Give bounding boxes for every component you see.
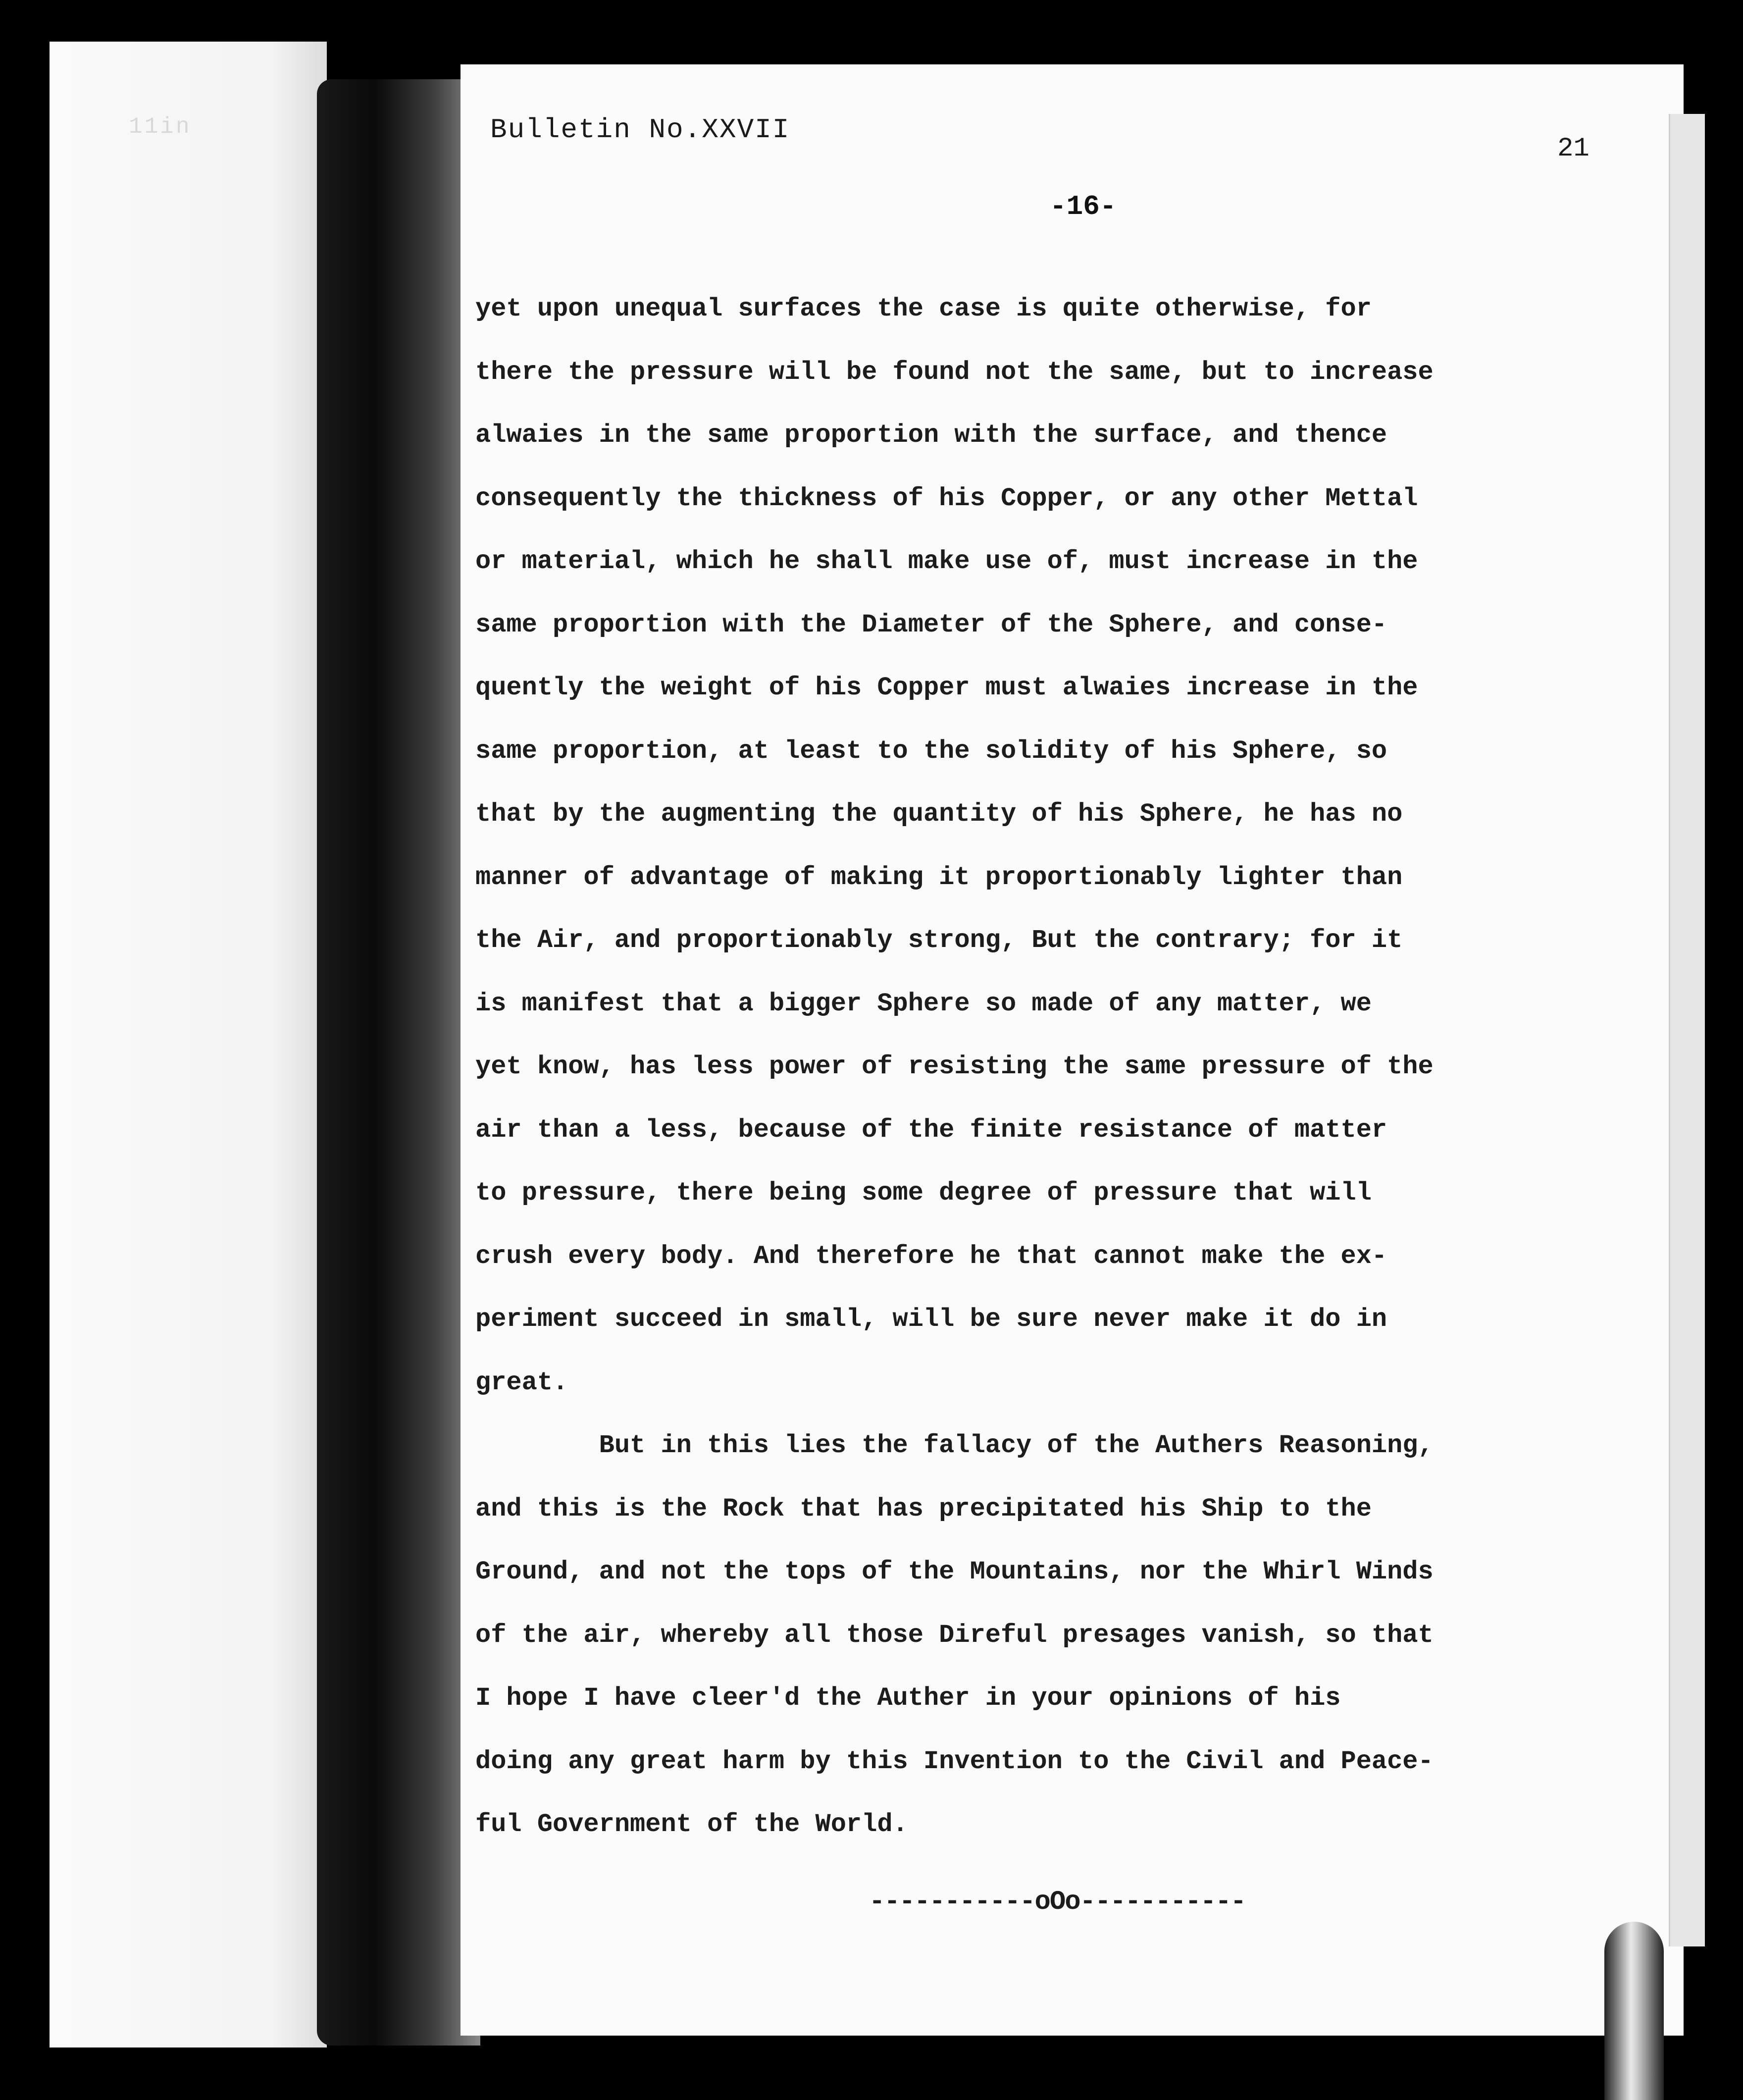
text-line: that by the augmenting the quantity of his Sphere, he has no xyxy=(475,799,1403,829)
page-edge xyxy=(1669,114,1705,1946)
text-line: quently the weight of his Copper must alwaies increase in the xyxy=(475,673,1418,702)
text-line: manner of advantage of making it proportionably lighter than xyxy=(475,862,1403,892)
text-line: yet know, has less power of resisting the same pressure of the xyxy=(475,1052,1434,1081)
page-number: 21 xyxy=(1557,134,1589,164)
text-line: periment succeed in small, will be sure never make it do in xyxy=(475,1305,1387,1334)
left-page-faint-text: 11in xyxy=(129,114,192,140)
text-line: is manifest that a bigger Sphere so made of any matter, we xyxy=(475,989,1372,1018)
text-line: or material, which he shall make use of, must increase in the xyxy=(475,547,1418,576)
text-line: to pressure, there being some degree of pressure that will xyxy=(475,1178,1372,1208)
text-line: there the pressure will be found not the same, but to increase xyxy=(475,357,1434,387)
text-line: and this is the Rock that has precipitated his Ship to the xyxy=(475,1494,1372,1523)
text-line: consequently the thickness of his Copper, or any other Mettal xyxy=(475,483,1418,513)
text-line: of the air, whereby all those Direful presages vanish, so that xyxy=(475,1620,1434,1650)
text-line: same proportion with the Diameter of the Sphere, and conse- xyxy=(475,610,1387,639)
body-text xyxy=(475,277,1664,1856)
text-line: But in this lies the fallacy of the Authers Reasoning, xyxy=(475,1431,1434,1460)
text-line: I hope I have cleer'd the Auther in your opinions of his xyxy=(475,1683,1341,1713)
text-line: alwaies in the same proportion with the surface, and thence xyxy=(475,420,1387,450)
text-line: the Air, and proportionably strong, But the contrary; for it xyxy=(475,926,1403,955)
left-page-strip xyxy=(50,42,327,2048)
text-line: air than a less, because of the finite resistance of matter xyxy=(475,1115,1387,1145)
page-marker: -16- xyxy=(1050,191,1117,222)
binding-shadow xyxy=(317,79,480,2046)
pen-tip xyxy=(1604,1922,1664,2100)
text-line: ful Government of the World. xyxy=(475,1810,908,1839)
text-line: yet upon unequal surfaces the case is quite otherwise, for xyxy=(475,294,1372,323)
text-line: doing any great harm by this Invention to the Civil and Peace- xyxy=(475,1746,1434,1776)
bulletin-title: Bulletin No.XXVII xyxy=(490,114,790,146)
text-line: Ground, and not the tops of the Mountains, nor the Whirl Winds xyxy=(475,1557,1434,1586)
text-line: great. xyxy=(475,1367,568,1397)
text-line: crush every body. And therefore he that cannot make the ex- xyxy=(475,1241,1387,1271)
text-line: same proportion, at least to the solidity of his Sphere, so xyxy=(475,736,1387,766)
section-divider: -----------oOo----------- xyxy=(869,1887,1246,1917)
